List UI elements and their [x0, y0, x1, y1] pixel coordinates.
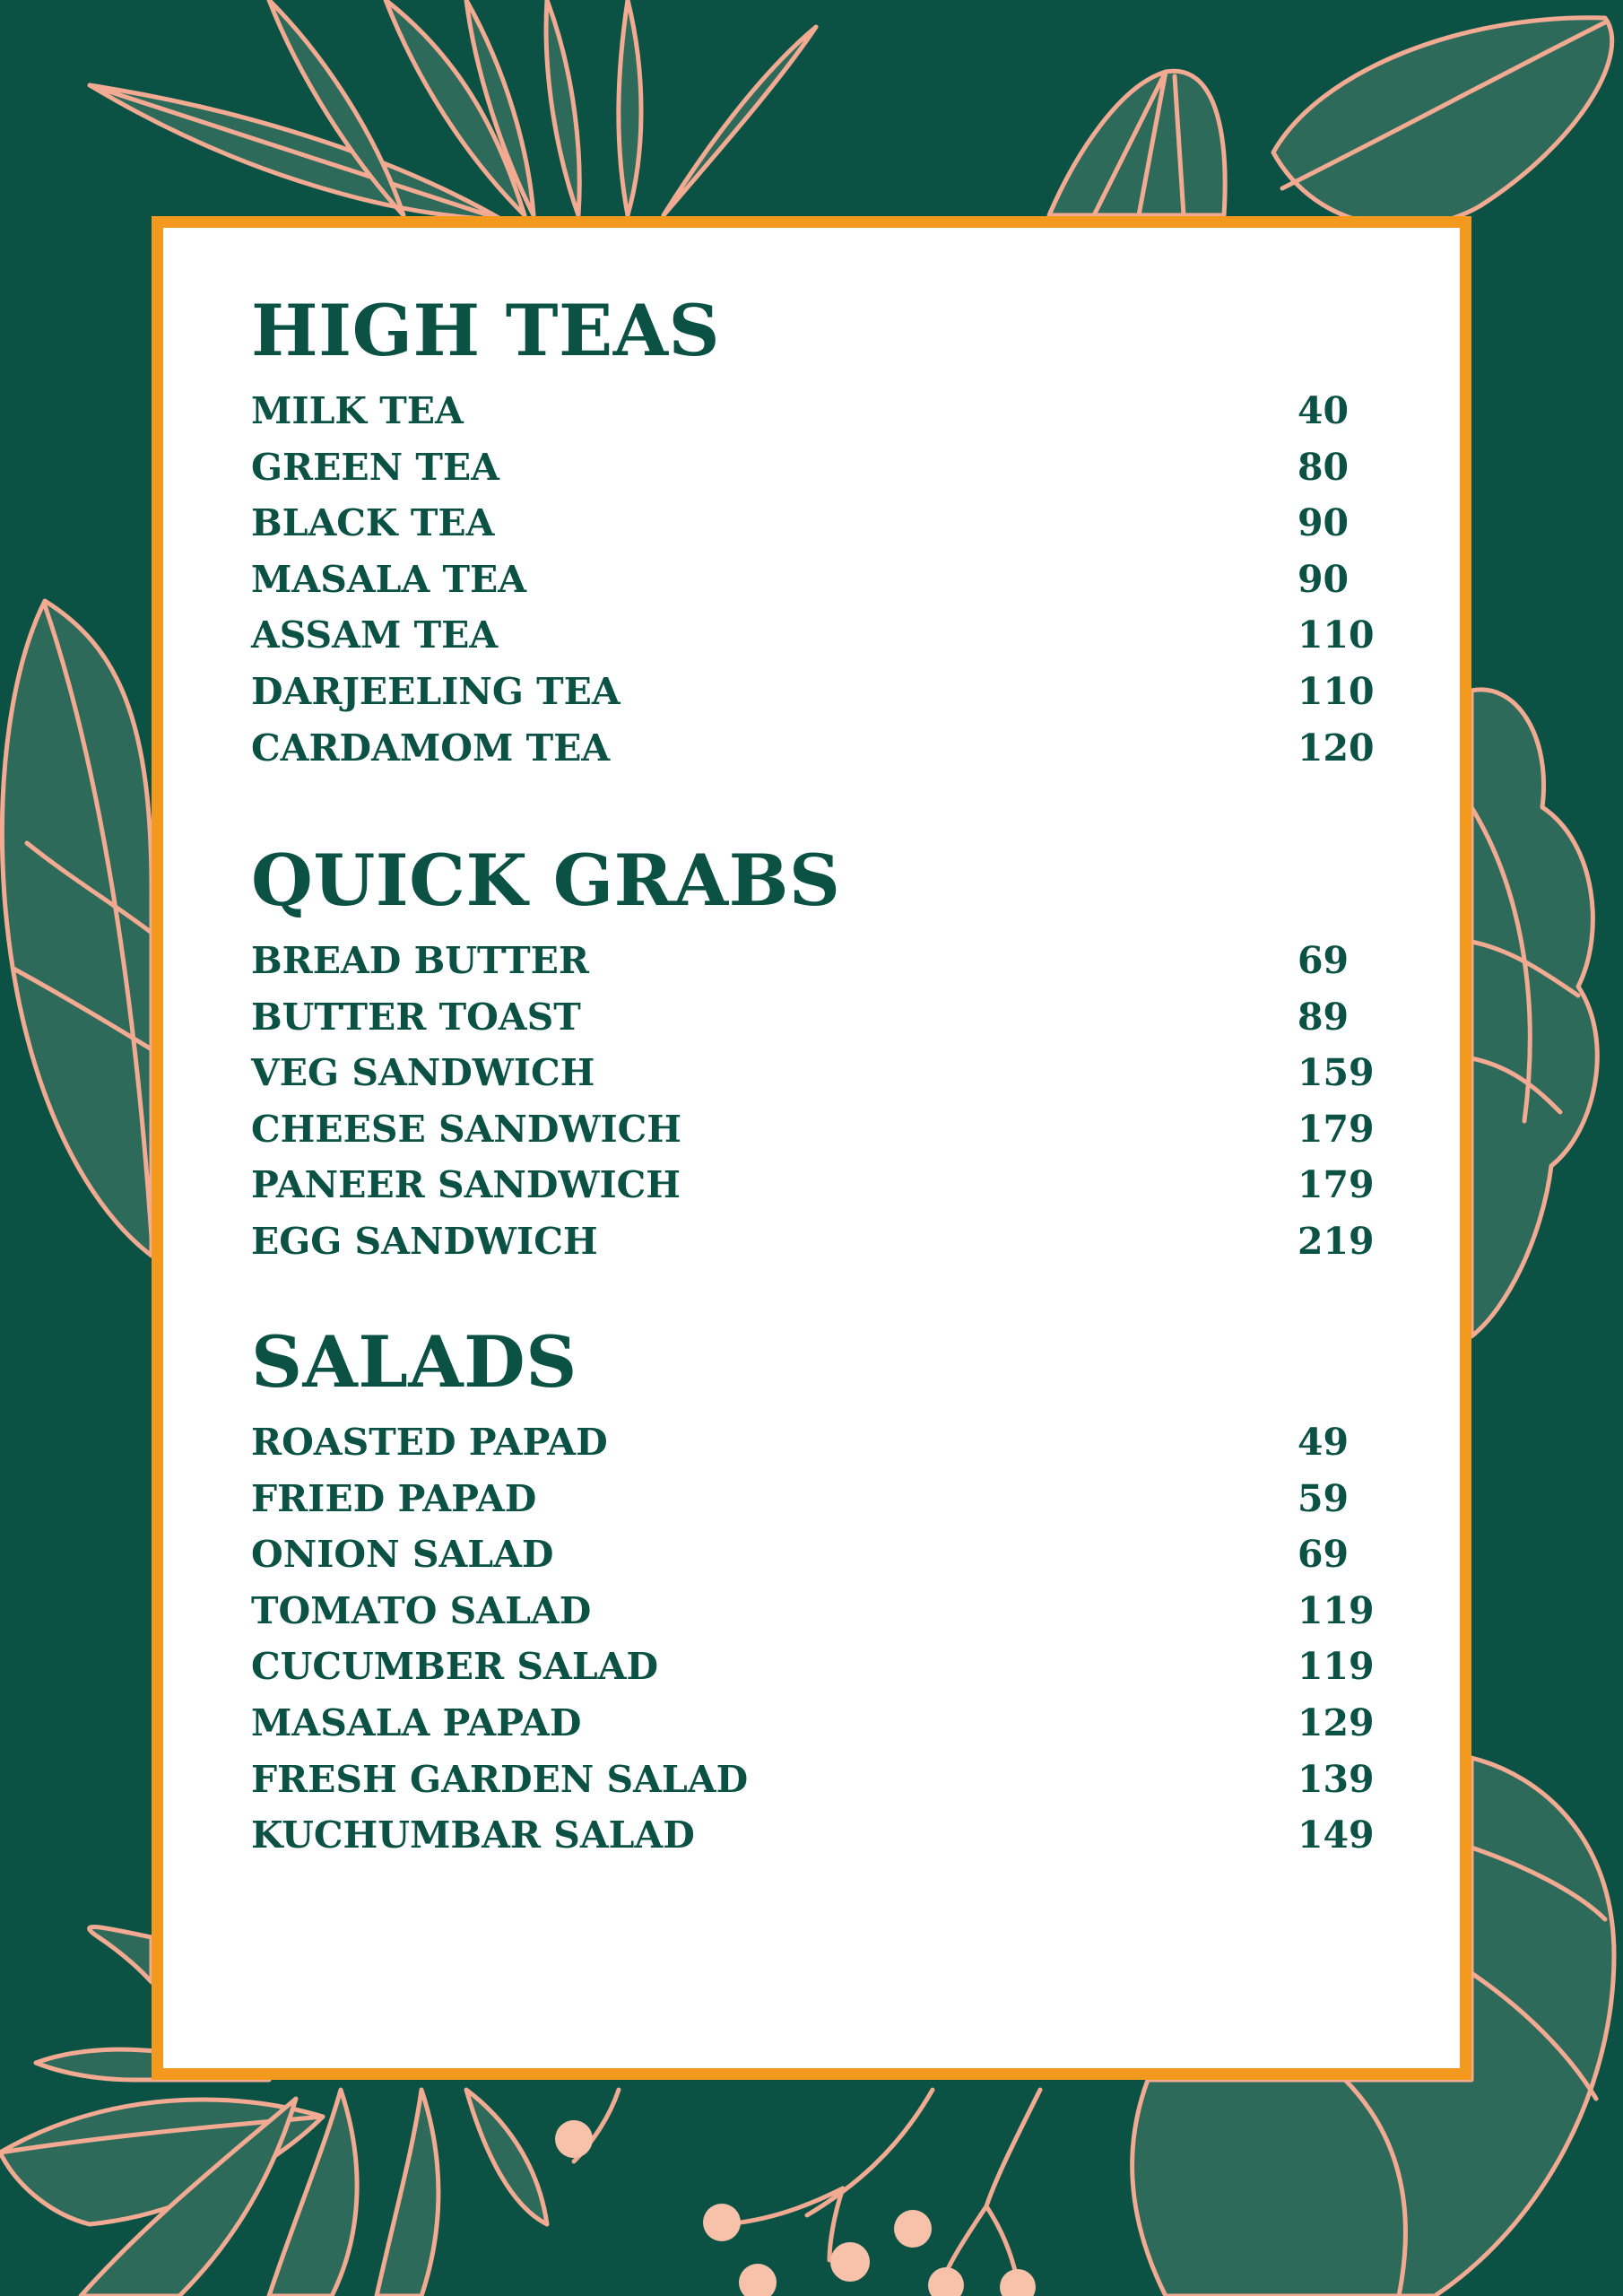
- menu-item-list: [251, 383, 1381, 776]
- item-name: FRESH GARDEN SALAD: [251, 1757, 749, 1801]
- menu-item: [251, 1583, 1381, 1639]
- item-price: 139: [1298, 1757, 1375, 1801]
- berry-shape: [555, 2120, 593, 2158]
- item-price: 119: [1298, 1588, 1375, 1632]
- item-price: 149: [1298, 1813, 1375, 1857]
- item-name: BREAD BUTTER: [251, 939, 589, 982]
- item-price: 120: [1298, 726, 1375, 770]
- leaf-shape: [90, 1926, 152, 1982]
- item-price: 179: [1298, 1163, 1375, 1207]
- leaf-shape: [664, 27, 816, 215]
- menu-item-list: [251, 1414, 1381, 1864]
- berry-shape: [830, 2242, 870, 2282]
- menu-section-salads: [251, 1313, 1381, 1864]
- berry-shape: [1000, 2269, 1036, 2296]
- menu-item-list: [251, 933, 1381, 1270]
- item-price: 40: [1298, 389, 1350, 432]
- leaf-shape: [619, 0, 641, 215]
- menu-item: [251, 1213, 1381, 1270]
- menu-item: [251, 933, 1381, 989]
- menu-item: [251, 607, 1381, 664]
- menu-item: [251, 1045, 1381, 1101]
- item-price: 80: [1298, 445, 1350, 489]
- menu-item: [251, 720, 1381, 777]
- item-price: 119: [1298, 1645, 1375, 1689]
- item-price: 159: [1298, 1051, 1375, 1095]
- leaf-shape: [2, 601, 152, 1256]
- item-name: ONION SALAD: [251, 1533, 554, 1577]
- menu-item: [251, 383, 1381, 439]
- item-name: ASSAM TEA: [251, 613, 499, 657]
- item-name: CHEESE SANDWICH: [251, 1107, 682, 1151]
- section-title: QUICK GRABS: [251, 839, 841, 922]
- leaf-shape: [1273, 18, 1612, 227]
- item-name: BUTTER TOAST: [251, 995, 581, 1039]
- leaf-shape: [466, 2090, 547, 2224]
- menu-item: [251, 1526, 1381, 1583]
- item-name: DARJEELING TEA: [251, 669, 621, 713]
- menu-item: [251, 1807, 1381, 1864]
- section-title: HIGH TEAS: [251, 289, 721, 372]
- item-price: 129: [1298, 1700, 1375, 1744]
- item-name: EGG SANDWICH: [251, 1219, 598, 1263]
- menu-item: [251, 1471, 1381, 1527]
- section-title: SALADS: [251, 1320, 577, 1404]
- item-name: ROASTED PAPAD: [251, 1421, 608, 1464]
- item-price: 49: [1298, 1421, 1350, 1464]
- item-name: KUCHUMBAR SALAD: [251, 1813, 695, 1857]
- menu-item: [251, 1414, 1381, 1471]
- item-price: 69: [1298, 1533, 1350, 1577]
- menu-item: [251, 1157, 1381, 1213]
- item-price: 89: [1298, 995, 1350, 1039]
- item-price: 59: [1298, 1476, 1350, 1520]
- item-name: BLACK TEA: [251, 501, 495, 545]
- menu-item: [251, 1752, 1381, 1808]
- item-name: MASALA PAPAD: [251, 1700, 582, 1744]
- menu-card: [152, 216, 1471, 2080]
- item-name: MASALA TEA: [251, 557, 527, 601]
- item-name: PANEER SANDWICH: [251, 1163, 681, 1207]
- menu-item: [251, 1101, 1381, 1158]
- item-name: TOMATO SALAD: [251, 1588, 592, 1632]
- item-price: 90: [1298, 501, 1350, 545]
- item-name: MILK TEA: [251, 389, 464, 432]
- leaf-shape: [377, 2090, 438, 2296]
- item-name: CUCUMBER SALAD: [251, 1645, 659, 1689]
- item-price: 110: [1298, 669, 1375, 713]
- menu-item: [251, 495, 1381, 552]
- item-price: 179: [1298, 1107, 1375, 1151]
- menu-item: [251, 989, 1381, 1046]
- menu-section-high-teas: [251, 282, 1381, 776]
- item-price: 219: [1298, 1219, 1375, 1263]
- menu-item: [251, 439, 1381, 496]
- item-price: 69: [1298, 939, 1350, 982]
- leaf-shape: [546, 0, 579, 215]
- menu-item: [251, 664, 1381, 720]
- berry-shape: [928, 2267, 964, 2296]
- item-name: GREEN TEA: [251, 445, 499, 489]
- berry-shape: [894, 2210, 932, 2248]
- item-name: FRIED PAPAD: [251, 1476, 537, 1520]
- berry-shape: [703, 2204, 741, 2241]
- menu-item: [251, 1639, 1381, 1695]
- item-name: CARDAMOM TEA: [251, 726, 611, 770]
- leaf-shape: [1049, 71, 1225, 215]
- leaf-shape: [1471, 690, 1597, 1336]
- item-price: 110: [1298, 613, 1375, 657]
- item-price: 90: [1298, 557, 1350, 601]
- item-name: VEG SANDWICH: [251, 1051, 595, 1095]
- berry-shape: [739, 2264, 777, 2296]
- menu-item: [251, 552, 1381, 608]
- menu-section-quick-grabs: [251, 831, 1381, 1270]
- menu-item: [251, 1695, 1381, 1752]
